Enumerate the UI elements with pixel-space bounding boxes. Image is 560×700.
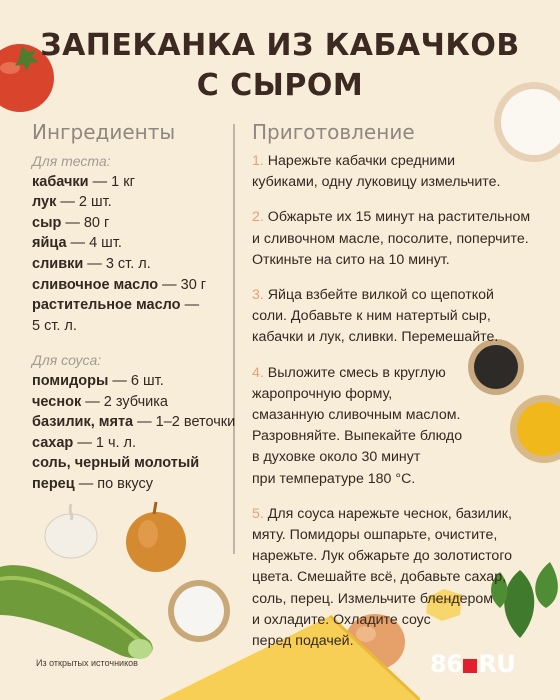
step-2 — [252, 207, 542, 271]
logo-dot-icon — [463, 659, 477, 673]
ingredient-row — [32, 433, 232, 454]
ingredient-name: лук — [32, 194, 57, 211]
sauce-label: Для соуса: — [32, 352, 102, 369]
step-number: 3. — [252, 287, 264, 304]
step-1 — [252, 151, 542, 193]
ingredient-name: базилик, мята — [32, 414, 134, 431]
step-number: 5. — [252, 505, 264, 522]
step-text: кубиками, одну луковицу измельчите. — [252, 174, 501, 191]
title-line-1: ЗАПЕКАНКА ИЗ КАБАЧКОВ — [40, 28, 520, 63]
step-text: соли. Добавьте к ним натертый сыр, — [252, 308, 491, 325]
step-text: жаропрочную форму, — [252, 385, 393, 402]
logo-domain: RU — [478, 650, 516, 678]
column-divider — [233, 124, 235, 554]
ingredient-qty: — 30 г — [158, 276, 207, 293]
ingredient-name: растительное масло — [32, 297, 181, 314]
step-text: Нарежьте кабачки средними — [267, 153, 456, 169]
step-text: цвета. Смешайте всё, добавьте сахар, — [252, 569, 507, 586]
step-number: 1. — [252, 153, 264, 169]
ingredient-qty: — 2 шт. — [56, 194, 112, 211]
page-title — [0, 26, 560, 106]
ingredients-heading: Ингредиенты — [32, 120, 176, 144]
step-number: 4. — [252, 364, 264, 381]
ingredient-name: яйца — [32, 235, 67, 252]
ingredient-qty: 5 ст. л. — [32, 317, 77, 334]
ingredient-row — [32, 275, 232, 296]
step-text: и охладите. Охладите соус — [252, 611, 431, 628]
step-text: перед подачей. — [252, 633, 354, 650]
ingredient-name: сливочное масло — [32, 276, 159, 293]
ingredient-name: перец — [32, 475, 75, 492]
dough-label: Для теста: — [32, 153, 111, 169]
step-text: Для соуса нарежьте чеснок, базилик, — [267, 505, 512, 522]
ingredient-row — [32, 172, 232, 193]
step-text: мяту. Помидоры ошпарьте, очистите, — [252, 527, 498, 544]
ingredient-row — [32, 412, 236, 433]
ingredient-row — [32, 233, 232, 254]
brand-logo[interactable] — [430, 650, 515, 678]
step-number: 2. — [252, 209, 264, 226]
ingredient-qty: — 1–2 веточки — [133, 414, 236, 431]
ingredient-qty: — — [180, 297, 200, 314]
preparation-steps — [252, 151, 542, 666]
ingredient-row — [32, 453, 232, 474]
ingredient-qty: — 1 кг — [88, 173, 135, 190]
step-5 — [252, 504, 542, 652]
step-text: смазанную сливочным маслом. — [252, 407, 461, 424]
step-text: нарежьте. Лук обжарьте до золотистого — [252, 548, 513, 565]
ingredient-name: сахар — [32, 434, 74, 451]
ingredient-qty: — 2 зубчика — [81, 393, 168, 410]
ingredient-name: помидоры — [32, 372, 109, 389]
step-text: соль, перец. Измельчите блендером — [252, 590, 494, 607]
ingredient-row — [32, 213, 232, 234]
title-line-2: С СЫРОМ — [196, 68, 364, 103]
source-note: Из открытых источников — [36, 658, 138, 668]
ingredients-list — [32, 151, 236, 495]
step-text: Яйца взбейте вилкой со щепоткой — [267, 287, 494, 304]
step-text: кабачки и лук, сливки. Перемешайте. — [252, 329, 499, 346]
ingredient-name: кабачки — [32, 173, 89, 190]
ingredient-row — [32, 371, 232, 392]
zucchini-icon — [0, 545, 160, 665]
ingredient-row — [32, 295, 232, 316]
ingredient-qty: — по вкусу — [74, 475, 153, 492]
step-text: при температуре 180 °С. — [252, 470, 416, 487]
logo-number: 86 — [430, 650, 463, 678]
ingredient-name: соль, черный молотый — [32, 455, 200, 472]
ingredient-row — [32, 316, 232, 337]
step-4 — [252, 363, 542, 490]
step-text: Разровняйте. Выпекайте блюдо — [252, 428, 463, 445]
step-text: и сливочном масле, посолите, поперчите. — [252, 230, 529, 247]
ingredient-row — [32, 192, 232, 213]
ingredient-qty: — 3 ст. л. — [83, 255, 151, 272]
ingredient-qty: — 80 г — [61, 214, 110, 231]
ingredient-qty: — 1 ч. л. — [73, 434, 137, 451]
ingredient-row — [32, 474, 232, 495]
ingredient-name: сливки — [32, 255, 84, 272]
ingredient-row — [32, 392, 232, 413]
step-3 — [252, 285, 542, 349]
ingredient-row — [32, 254, 232, 275]
step-text: в духовке около 30 минут — [252, 449, 421, 466]
step-text: Откиньте на сито на 10 минут. — [252, 251, 450, 268]
step-text: Выложите смесь в круглую — [267, 364, 446, 381]
preparation-heading: Приготовление — [252, 120, 415, 144]
ingredient-name: сыр — [32, 214, 62, 231]
ingredient-qty: — 6 шт. — [108, 372, 164, 389]
step-text: Обжарьте их 15 минут на растительном — [267, 209, 531, 226]
ingredient-name: чеснок — [32, 393, 82, 410]
ingredient-qty: — 4 шт. — [66, 235, 122, 252]
